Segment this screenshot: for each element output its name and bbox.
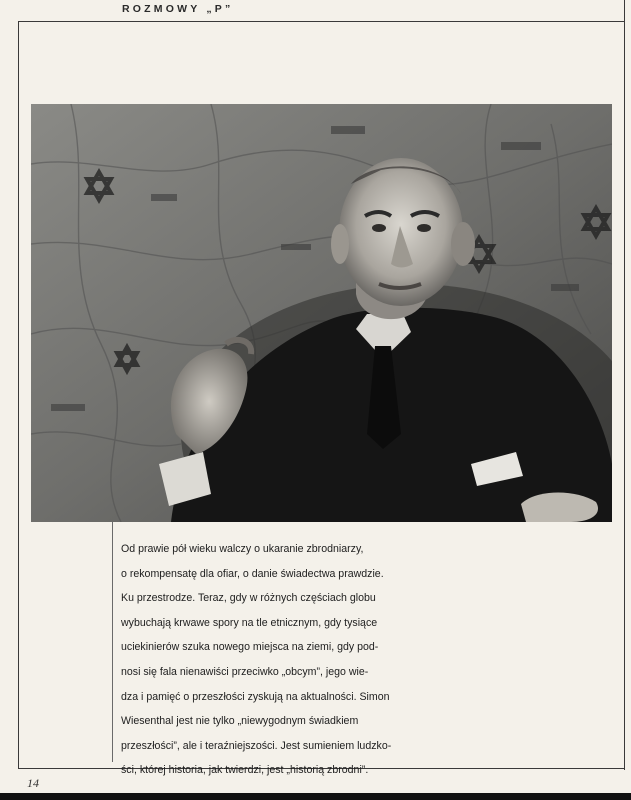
lead-line: dza i pamięć o przeszłości zyskują na aktualności. Simon (121, 690, 390, 703)
lead-paragraph (121, 537, 403, 783)
lead-line: Wiesenthal jest nie tylko „niewygodnym świadkiem (121, 715, 359, 728)
portrait-photo (31, 104, 612, 522)
right-rule (624, 0, 625, 770)
lead-line: ści, której historia, jak twierdzi, jest „historią zbrodni”. (121, 764, 369, 777)
lead-line: przeszłości”, ale i teraźniejszości. Jest sumieniem ludzko- (121, 739, 392, 752)
scan-edge (0, 793, 631, 800)
text-column-rule (112, 522, 113, 762)
photo-illustration (31, 104, 612, 522)
lead-line: uciekinierów szuka nowego miejsca na ziemi, gdy pod- (121, 641, 379, 654)
top-rule (18, 21, 624, 22)
page-number: 14 (27, 776, 39, 790)
lead-line: Od prawie pół wieku walczy o ukaranie zbrodniarzy, (121, 543, 364, 555)
lead-line: wybuchają krwawe spory na tle etnicznym, gdy tysiące (121, 616, 378, 629)
lead-line: Ku przestrodze. Teraz, gdy w różnych częściach globu (121, 592, 376, 605)
section-header: ROZMOWY „P” (122, 3, 234, 15)
left-rule (18, 21, 19, 769)
lead-line: nosi się fala nienawiści przeciwko „obcym”, jego wie- (121, 665, 369, 678)
lead-line: o rekompensatę dla ofiar, o danie świadectwa prawdzie. (121, 567, 384, 580)
